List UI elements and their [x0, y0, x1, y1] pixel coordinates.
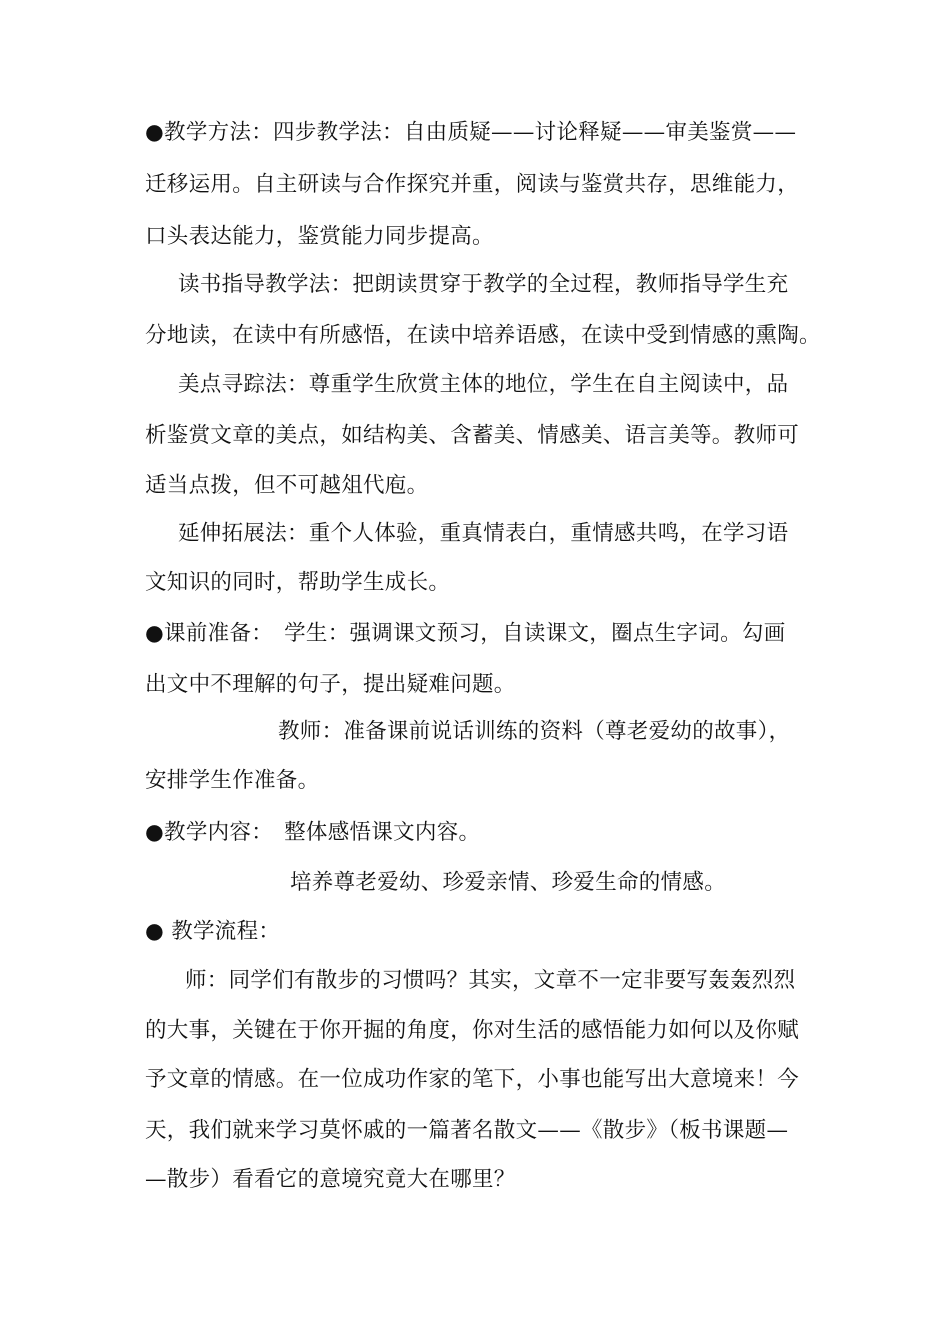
beauty-tracing-line-1: 美点寻踪法：尊重学生欣赏主体的地位，学生在自主阅读中，品	[178, 372, 789, 397]
teaching-content-heading-line: ●教学内容： 整体感悟课文内容。	[145, 820, 481, 845]
teacher-preparation-line-2: 安排学生作准备。	[145, 768, 320, 793]
teaching-method-heading-line: ●教学方法：四步教学法：自由质疑——讨论释疑——审美鉴赏——	[145, 120, 797, 145]
beauty-tracing-line-2: 析鉴赏文章的美点，如结构美、含蓄美、情感美、语言美等。教师可	[145, 423, 800, 448]
extension-line-1: 延伸拓展法：重个人体验，重真情表白，重情感共鸣，在学习语	[178, 521, 789, 546]
teaching-method-line-2: 迁移运用。自主研读与合作探究并重，阅读与鉴赏共存，思维能力，	[145, 172, 800, 197]
extension-line-2: 文知识的同时，帮助学生成长。	[145, 570, 451, 595]
beauty-tracing-line-3: 适当点拨，但不可越俎代庖。	[145, 473, 429, 498]
reading-guidance-line-2: 分地读，在读中有所感悟，在读中培养语感，在读中受到情感的熏陶。	[145, 323, 821, 348]
teacher-intro-line-4: 天，我们就来学习莫怀戚的一篇著名散文——《散步》（板书课题—	[145, 1118, 789, 1143]
reading-guidance-line-1: 读书指导教学法：把朗读贯穿于教学的全过程，教师指导学生充	[178, 272, 789, 297]
preparation-line-2: 出文中不理解的句子，提出疑难问题。	[145, 672, 516, 697]
teacher-intro-line-1: 师：同学们有散步的习惯吗？其实，文章不一定非要写轰轰烈烈	[185, 968, 796, 993]
teaching-process-heading: ● 教学流程：	[145, 919, 281, 944]
teacher-intro-line-3: 予文章的情感。在一位成功作家的笔下，小事也能写出大意境来！今	[145, 1067, 800, 1092]
teacher-intro-line-2: 的大事，关键在于你开掘的角度，你对生活的感悟能力如何以及你赋	[145, 1018, 800, 1043]
teacher-intro-line-5: —散步）看看它的意境究竟大在哪里？	[145, 1167, 516, 1192]
teaching-content-line-2: 培养尊老爱幼、珍爱亲情、珍爱生命的情感。	[290, 870, 727, 895]
teaching-method-line-3: 口头表达能力，鉴赏能力同步提高。	[145, 224, 494, 249]
teacher-preparation-line-1: 教师：准备课前说话训练的资料（尊老爱幼的故事），	[278, 719, 791, 744]
preparation-heading-line: ●课前准备： 学生：强调课文预习，自读课文，圈点生字词。勾画	[145, 621, 786, 646]
